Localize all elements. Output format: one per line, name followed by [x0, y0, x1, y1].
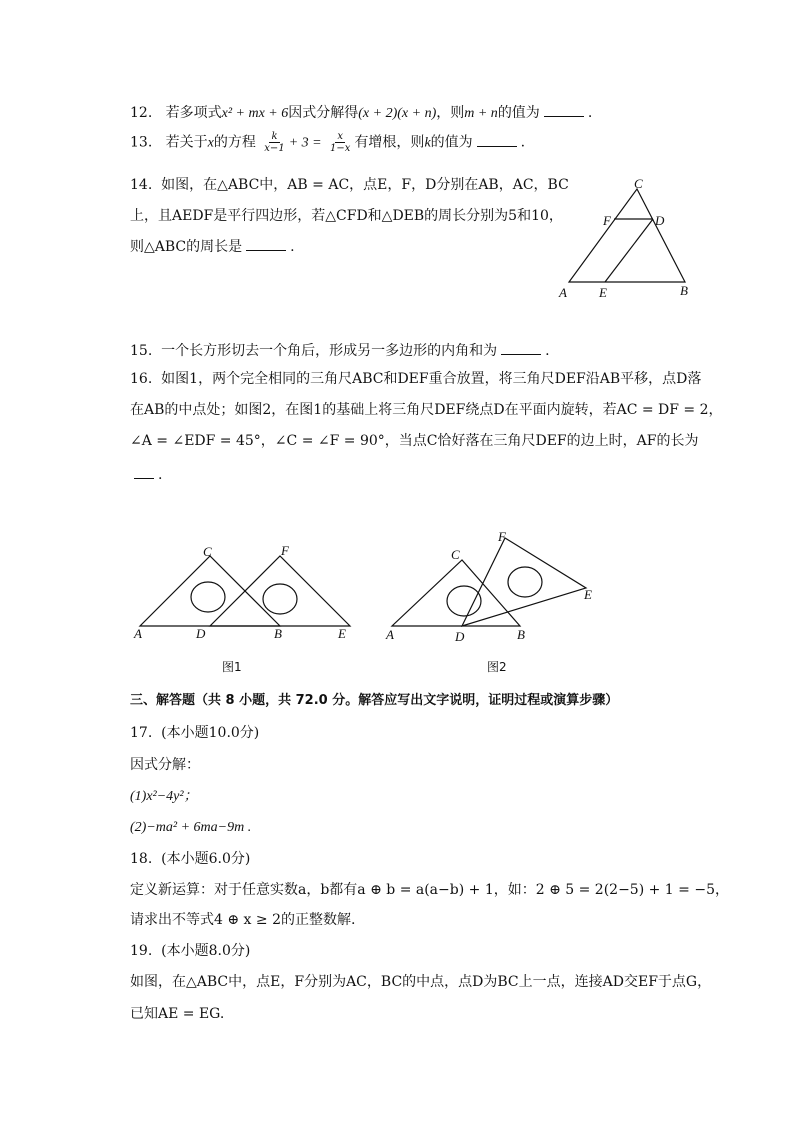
question-14-line-1 [130, 175, 569, 195]
numerator: k [271, 131, 278, 142]
question-18-line-2: 请求出不等式4 ⊕ x ≥ 2的正整数解. [130, 912, 356, 928]
label-f: F [281, 543, 289, 558]
label-f: F [603, 213, 611, 228]
question-text: 因式分解得 [288, 105, 359, 121]
fraction [328, 131, 352, 154]
triangle-hole-2 [263, 584, 297, 614]
question-14-line-3 [130, 236, 295, 257]
question-number: 13. [130, 134, 153, 151]
numerator: x [337, 131, 344, 142]
figure-2-caption: 图2 [487, 660, 507, 674]
question-12 [130, 102, 592, 124]
question-18-header [130, 849, 250, 869]
answer-blank[interactable] [246, 236, 286, 251]
question-number: 14. [130, 177, 153, 193]
math-expr: + 3 = [288, 135, 322, 151]
figure-1-caption: 图1 [222, 660, 242, 674]
question-16-line-3 [130, 431, 698, 451]
question-text: 如图1，两个完全相同的三角尺ABC和DEF重合放置，将三角尺DEF沿AB平移，点D落 [161, 371, 702, 387]
question-text: 若关于 [165, 134, 208, 151]
answer-blank[interactable] [544, 102, 584, 117]
label-b: B [274, 626, 282, 641]
fraction [262, 131, 286, 154]
triangle-abc [569, 189, 685, 282]
label-d: D [455, 629, 465, 644]
question-15 [130, 340, 550, 361]
denominator: x−1 [264, 143, 285, 154]
label-a: A [134, 626, 142, 641]
question-number: 12. [130, 105, 153, 121]
question-16-line-2 [130, 400, 723, 420]
question-score: (本小题10.0分) [161, 725, 260, 741]
question-16-line-4 [130, 464, 162, 485]
question-text: 一个长方形切去一个角后，形成另一多边形的内角和为 [161, 343, 498, 359]
question-number: 16. [130, 371, 153, 387]
question-text: 若多项式 [165, 105, 222, 121]
punct: . [158, 467, 163, 483]
math-var: k [424, 135, 431, 151]
q14-figure [555, 175, 705, 305]
question-17-intro: 因式分解： [130, 757, 200, 773]
question-text: ∠A = ∠EDF = 45°，∠C = ∠F = 90°，当点C恰好落在三角尺DEF的边上时，AF的长为 [130, 433, 699, 449]
section-heading: 三、解答题（共 8 小题，共 72.0 分。解答应写出文字说明，证明过程或演算步骤） [130, 693, 619, 708]
q16-figure-1 [130, 540, 360, 645]
question-17-part-1: (1)x²−4y²； [130, 789, 198, 804]
answer-blank[interactable] [477, 132, 517, 147]
question-text: 的值为 [497, 105, 540, 121]
question-19-header [130, 941, 250, 961]
label-d: D [655, 213, 665, 228]
label-e: E [599, 285, 607, 300]
punct: . [290, 239, 295, 255]
question-score: (本小题8.0分) [161, 943, 251, 959]
question-17-header [130, 723, 259, 743]
question-number: 17. [130, 725, 153, 741]
triangle-hole-2 [508, 567, 542, 597]
q16-figure-2 [380, 525, 600, 650]
question-text: 有增根，则 [354, 134, 425, 151]
question-number: 19. [130, 943, 153, 959]
question-score: (本小题6.0分) [161, 851, 251, 867]
question-text: 的值为 [430, 134, 473, 151]
label-c: C [634, 176, 643, 191]
punct: . [587, 105, 593, 121]
punct: . [520, 134, 526, 151]
question-17-part-2: (2)−ma² + 6ma−9m . [130, 820, 252, 835]
question-16-line-1 [130, 369, 701, 389]
denominator: 1−x [330, 143, 351, 154]
math-expr: (x + 2)(x + n) [358, 106, 437, 121]
question-18-line-1: 定义新运算：对于任意实数a，b都有a ⊕ b = a(a−b) + 1，如：2 ⊕ 5 = 2(2−5) + 1 = −5， [130, 882, 729, 898]
label-e: E [584, 587, 592, 602]
question-number: 15. [130, 343, 153, 359]
question-14-line-2 [130, 206, 563, 226]
math-expr: m + n [464, 106, 498, 121]
question-text: 如图，在△ABC中，AB = AC，点E，F，D分别在AB，AC，BC [161, 177, 569, 193]
label-f: F [498, 529, 506, 544]
question-text: 在AB的中点处；如图2，在图1的基础上将三角尺DEF绕点D在平面内旋转，若AC = DF = 2， [130, 402, 723, 418]
question-text: 则△ABC的周长是 [130, 239, 243, 255]
triangle-abc [140, 556, 280, 626]
question-text: ，则 [436, 105, 465, 121]
answer-blank[interactable] [134, 464, 154, 479]
triangle-hole-1 [191, 582, 225, 612]
math-expr: x² + mx + 6 [221, 106, 289, 121]
question-19-line-1: 如图，在△ABC中，点E，F分别为AC，BC的中点，点D为BC上一点，连接AD交EF于点G， [130, 974, 712, 990]
triangle-abc [392, 560, 520, 626]
question-13 [130, 131, 525, 154]
label-d: D [196, 626, 206, 641]
math-var: x [207, 135, 214, 151]
question-text: 的方程 [213, 134, 256, 151]
label-c: C [451, 547, 460, 562]
segment-de [605, 219, 653, 282]
label-b: B [517, 627, 525, 642]
label-b: B [680, 283, 688, 298]
answer-blank[interactable] [501, 340, 541, 355]
label-a: A [386, 627, 394, 642]
triangle-hole-1 [447, 586, 481, 616]
question-19-line-2: 已知AE = EG. [130, 1006, 225, 1022]
label-c: C [203, 544, 212, 559]
label-e: E [338, 626, 346, 641]
question-number: 18. [130, 851, 153, 867]
triangle-def [210, 556, 350, 626]
label-a: A [559, 285, 567, 300]
punct: . [545, 343, 550, 359]
question-text: 上，且AEDF是平行四边形，若△CFD和△DEB的周长分别为5和10， [130, 208, 563, 224]
